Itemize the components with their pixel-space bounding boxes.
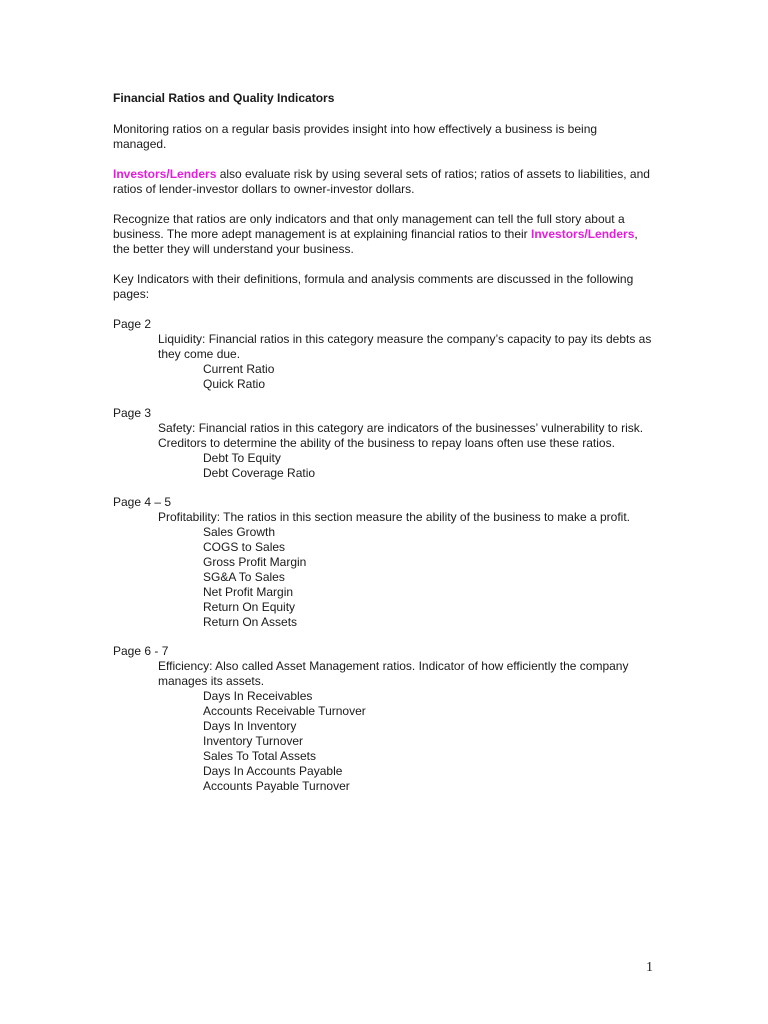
- indicator-item: Sales To Total Assets: [203, 749, 316, 763]
- indicator-item: Accounts Receivable Turnover: [203, 704, 366, 718]
- key-indicators-paragraph: Key Indicators with their definitions, formula and analysis comments are discussed in the following pages:: [113, 272, 634, 301]
- indicator-item: Sales Growth: [203, 525, 276, 539]
- indicator-item: Accounts Payable Turnover: [203, 779, 350, 793]
- indicator-list: [203, 451, 653, 481]
- indicator-item: Days In Receivables: [203, 689, 313, 703]
- section-block: [113, 317, 653, 392]
- section-description: Safety: Financial ratios in this category are indicators of the businesses’ vulnerability to risk. Creditors to determine the ability of the business to repay loans often use these ratios.: [158, 421, 644, 450]
- indicator-list: [203, 362, 653, 392]
- investors-paragraph-text: also evaluate risk by using several sets of ratios; ratios of assets to liabilities, and ratios of lender-investor dollars to owner-investor dollars.: [113, 167, 650, 196]
- investors-lenders-highlight: Investors/Lenders: [113, 167, 217, 181]
- indicator-item: Debt To Equity: [203, 451, 281, 465]
- recognize-paragraph: [113, 212, 653, 257]
- investors-paragraph: [113, 167, 653, 197]
- section-block: [113, 495, 653, 630]
- indicator-item: Days In Accounts Payable: [203, 764, 343, 778]
- recognize-text-after: , the better they will understand your business.: [113, 227, 638, 256]
- page-number: 1: [646, 960, 653, 975]
- sections-list: [113, 317, 653, 794]
- document-title: Financial Ratios and Quality Indicators: [113, 91, 335, 105]
- indicator-item: Return On Equity: [203, 600, 296, 614]
- indicator-item: Net Profit Margin: [203, 585, 294, 599]
- indicator-item: Gross Profit Margin: [203, 555, 307, 569]
- indicator-item: COGS to Sales: [203, 540, 286, 554]
- recognize-text-before: Recognize that ratios are only indicators and that only management can tell the full story about a business. The more adept management is at explaining financial ratios to their: [113, 212, 625, 241]
- indicator-item: Debt Coverage Ratio: [203, 466, 316, 480]
- section-description: Efficiency: Also called Asset Management ratios. Indicator of how efficiently the company manages its assets.: [158, 659, 629, 688]
- intro-paragraph: Monitoring ratios on a regular basis provides insight into how effectively a business is being managed.: [113, 122, 598, 151]
- indicator-item: Current Ratio: [203, 362, 275, 376]
- document-body: [113, 91, 653, 808]
- indicator-list: [203, 525, 653, 630]
- section-description: Liquidity: Financial ratios in this category measure the company’s capacity to pay its debts as they come due.: [158, 332, 652, 361]
- section-page-label: Page 6 - 7: [113, 644, 169, 658]
- indicator-item: SG&A To Sales: [203, 570, 285, 584]
- investors-lenders-highlight: Investors/Lenders: [531, 227, 635, 241]
- section-description: Profitability: The ratios in this section measure the ability of the business to make a profit.: [158, 510, 631, 524]
- section-page-label: Page 4 – 5: [113, 495, 172, 509]
- indicator-item: Return On Assets: [203, 615, 298, 629]
- indicator-item: Inventory Turnover: [203, 734, 304, 748]
- indicator-item: Quick Ratio: [203, 377, 266, 391]
- indicator-item: Days In Inventory: [203, 719, 297, 733]
- section-block: [113, 406, 653, 481]
- section-block: [113, 644, 653, 794]
- section-page-label: Page 2: [113, 317, 152, 331]
- section-page-label: Page 3: [113, 406, 152, 420]
- indicator-list: [203, 689, 653, 794]
